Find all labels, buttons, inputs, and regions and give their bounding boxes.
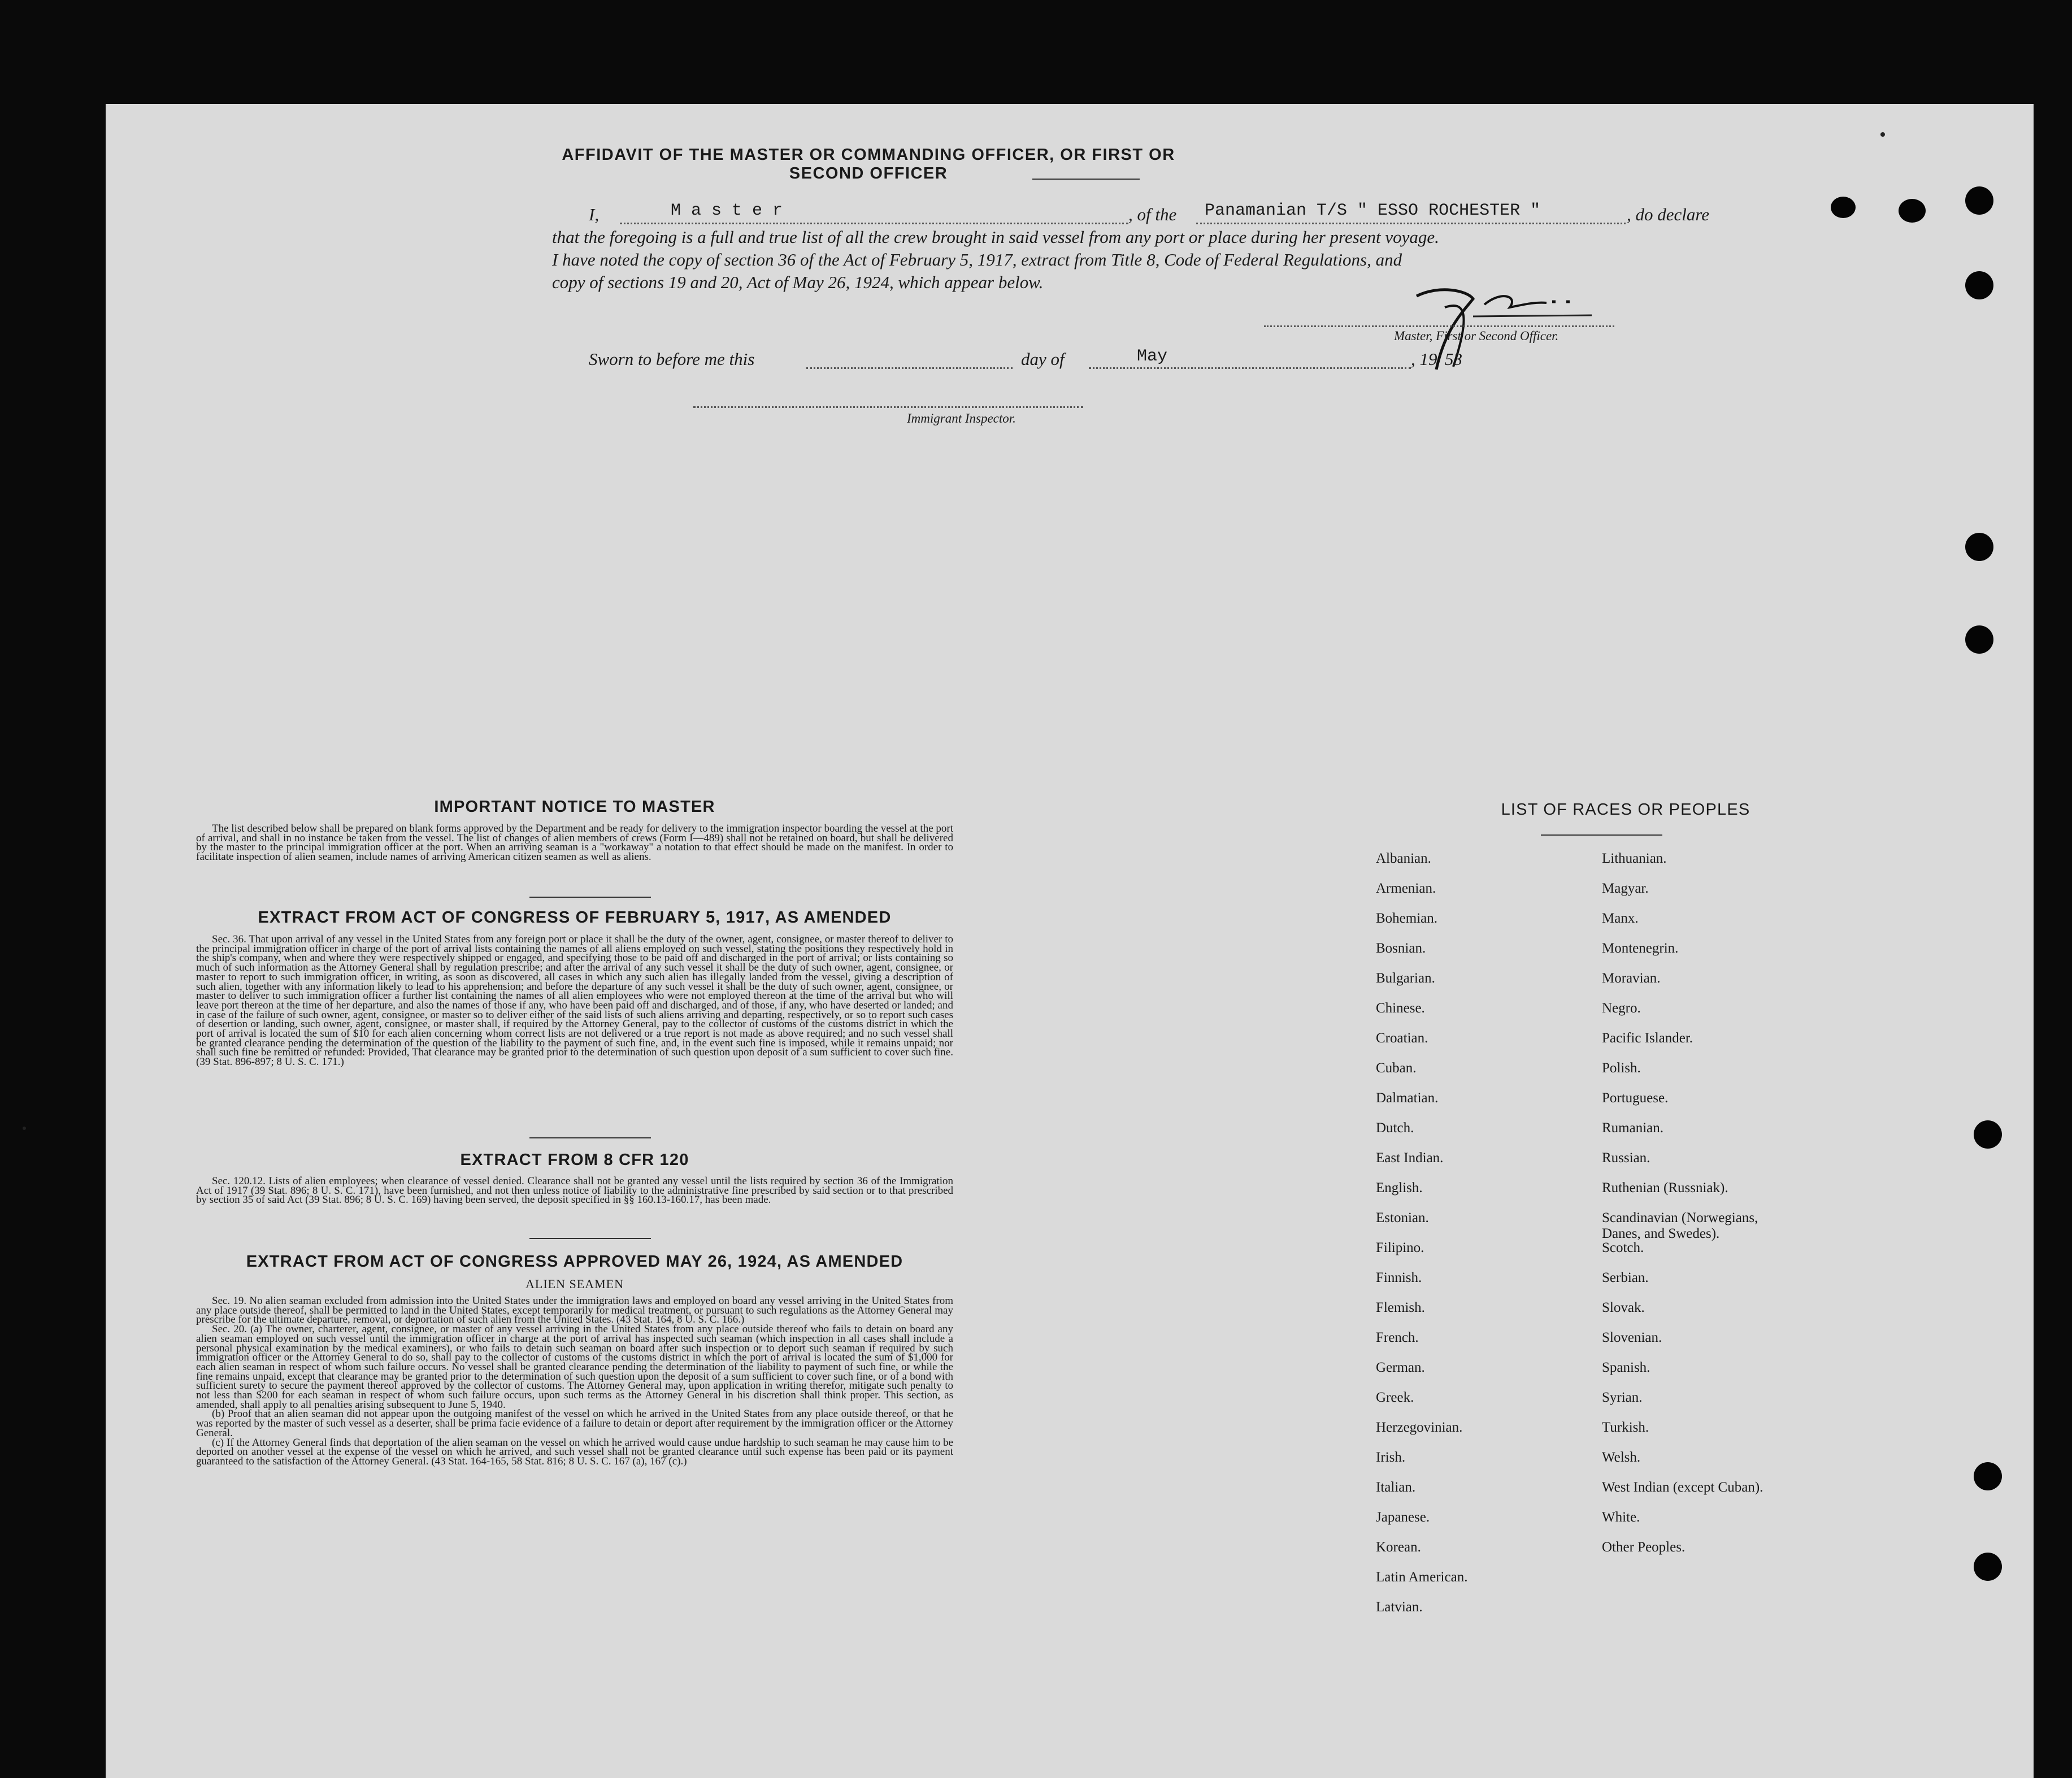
- signature-caption: Master, First or Second Officer.: [1394, 329, 1559, 343]
- race-item: Turkish.: [1602, 1420, 1649, 1435]
- race-item: Russian.: [1602, 1150, 1650, 1166]
- race-item: Slovak.: [1602, 1300, 1645, 1315]
- extract-cfr-text: [196, 1177, 953, 1205]
- binder-hole: [1965, 625, 1993, 654]
- extract-1924-text: [196, 1297, 953, 1467]
- race-item: Greek.: [1376, 1390, 1414, 1405]
- notice-title: IMPORTANT NOTICE TO MASTER: [434, 798, 715, 816]
- binder-hole: [1965, 533, 1993, 561]
- vessel-name: Panamanian T/S " ESSO ROCHESTER ": [1205, 201, 1541, 220]
- race-item: Magyar.: [1602, 881, 1649, 896]
- sworn-day-line: [806, 367, 1013, 369]
- extract-1917-divider: [529, 1137, 651, 1138]
- race-item: Manx.: [1602, 911, 1639, 926]
- binder-hole: [1974, 1553, 2002, 1581]
- title-divider: [1032, 179, 1140, 180]
- race-item: Irish.: [1376, 1450, 1406, 1465]
- extract-cfr-divider: [529, 1238, 651, 1239]
- race-item: French.: [1376, 1330, 1419, 1345]
- day-of-label: day of: [1021, 349, 1065, 369]
- affidavit-title: AFFIDAVIT OF THE MASTER OR COMMANDING OFFICER, OR FIRST OR SECOND OFFICER: [562, 146, 1175, 182]
- document-page: [106, 104, 2034, 1778]
- sworn-label: Sworn to before me this: [589, 349, 755, 369]
- extract-1917-title: EXTRACT FROM ACT OF CONGRESS OF FEBRUARY 5, 1917, AS AMENDED: [258, 908, 892, 927]
- binder-hole-torn: [1899, 199, 1926, 223]
- race-item: Latvian.: [1376, 1599, 1423, 1615]
- officer-name: M a s t e r: [671, 201, 783, 220]
- notice-paragraph: The list described below shall be prepared on blank forms approved by the Department and be ready for delivery to the immigration inspector boarding the vessel at the port of arrival, and shall in no instance be taken from the vessel. The list of changes of alien members of crews (Form I—489) shall not be retained on board, but shall be delivered by the master to the principal immigration officer at the port. When an arriving seaman is a "workaway" a notation to that effect should be made on the manifest. In order to facilitate inspection of alien seamen, include names of arriving American citizen seamen as well as aliens.: [196, 823, 953, 863]
- binder-hole-torn: [1831, 197, 1856, 218]
- binder-hole: [1965, 186, 1993, 215]
- race-item: Syrian.: [1602, 1390, 1643, 1405]
- signature-line: [1264, 325, 1614, 327]
- declare-label: , do declare: [1627, 205, 1710, 224]
- race-item: Slovenian.: [1602, 1330, 1662, 1345]
- extract-1924-title: EXTRACT FROM ACT OF CONGRESS APPROVED MAY 26, 1924, AS AMENDED: [246, 1253, 903, 1271]
- race-item: Dutch.: [1376, 1120, 1414, 1136]
- race-item: West Indian (except Cuban).: [1602, 1480, 1763, 1495]
- race-item: Ruthenian (Russniak).: [1602, 1180, 1728, 1196]
- race-item: Armenian.: [1376, 881, 1436, 896]
- binder-hole: [1974, 1120, 2002, 1149]
- speck: [1880, 132, 1885, 137]
- race-item: Serbian.: [1602, 1270, 1649, 1285]
- officer-name-line: [620, 223, 1128, 224]
- extract-1924-paragraph-2: Sec. 20. (a) The owner, charterer, agent, consignee, or master of any vessel arriving in the United States from any place outside thereof who fails to detain on board any alien seaman employed on such vessel until the immigration officer in charge at the port of arrival has inspected such seaman (which inspection in all cases shall include a personal physical examination by the medical examiners), or who fails to detain such seaman on board after such inspection or to deport such seaman if required by such immigration officer or the Attorney General to do so, shall pay to the collector of customs of the customs district in which the port of arrival is located the sum of $1,000 for each alien seaman in respect of whom such failure occurs. No vessel shall be granted clearance pending the determination of the liability to payment of such fine, or while the fine remains unpaid, except that clearance may be granted prior to the determination of such question upon the deposit of a sum sufficient to cover such fine, or of a bond with sufficient surety to secure the payment thereof approved by the collector of customs. The Attorney General may, upon application in writing therefor, mitigate such penalty to not less than $200 for each seaman in respect of whom such failure occurs, upon such terms as the Attorney General in his discretion shall think proper. This section, as amended, shall apply to all penalties arising subsequent to June 5, 1940.: [196, 1323, 953, 1411]
- race-item: English.: [1376, 1180, 1423, 1196]
- race-item: Moravian.: [1602, 971, 1661, 986]
- race-item: Polish.: [1602, 1060, 1641, 1076]
- speck: [23, 1127, 26, 1130]
- race-item: German.: [1376, 1360, 1425, 1375]
- year-prefix: , 19: [1411, 349, 1437, 369]
- affidavit-line-2: that the foregoing is a full and true list of all the crew brought in said vessel from any port or place during her present voyage.: [552, 227, 1439, 247]
- race-item: Montenegrin.: [1602, 941, 1679, 956]
- affidavit-line-3: I have noted the copy of section 36 of the Act of February 5, 1917, extract from Title 8, Code of Federal Regulations, and: [552, 250, 1402, 269]
- race-item: Pacific Islander.: [1602, 1031, 1693, 1046]
- race-item: Other Peoples.: [1602, 1540, 1686, 1555]
- affidavit-line-4: copy of sections 19 and 20, Act of May 26, 1924, which appear below.: [552, 272, 1044, 292]
- races-title: LIST OF RACES OR PEOPLES: [1501, 801, 1750, 819]
- race-item: Japanese.: [1376, 1510, 1430, 1525]
- race-item: Filipino.: [1376, 1240, 1424, 1255]
- race-item: Herzegovinian.: [1376, 1420, 1463, 1435]
- vessel-name-line: [1196, 223, 1626, 224]
- of-the-label: , of the: [1128, 205, 1177, 224]
- extract-1924-paragraph-3: (b) Proof that an alien seaman did not appear upon the outgoing manifest of the vessel on which he arrived in the United States from any place outside thereof, or that he was reported by the master of such vessel as a deserter, shall be prima facie evidence of a failure to detain or deport after requirement by the immigration officer or the Attorney General.: [196, 1408, 953, 1439]
- race-item: Rumanian.: [1602, 1120, 1664, 1136]
- race-item: Bosnian.: [1376, 941, 1426, 956]
- race-item: Chinese.: [1376, 1001, 1425, 1016]
- sworn-month: May: [1137, 347, 1168, 366]
- inspector-signature-line: [693, 406, 1083, 408]
- binder-hole: [1965, 271, 1993, 299]
- race-item: Scandinavian (Norwegians, Danes, and Swedes).: [1602, 1210, 1758, 1241]
- race-item: Estonian.: [1376, 1210, 1429, 1225]
- race-item: Bulgarian.: [1376, 971, 1435, 986]
- extract-1924-paragraph-4: (c) If the Attorney General finds that deportation of the alien seaman on the vessel on which he arrived would cause undue hardship to such seaman he may cause him to be deported on another vessel at the expense of the vessel on which he arrived, and such vessel shall not be granted clearance until such expense has been paid or its payment guaranteed to the satisfaction of the Attorney General. (43 Stat. 164-165, 58 Stat. 816; 8 U. S. C. 167 (a), 167 (c).): [196, 1436, 953, 1467]
- race-item: Welsh.: [1602, 1450, 1641, 1465]
- race-item: Latin American.: [1376, 1570, 1468, 1585]
- race-item: East Indian.: [1376, 1150, 1444, 1166]
- race-item: Flemish.: [1376, 1300, 1425, 1315]
- inspector-caption: Immigrant Inspector.: [907, 411, 1016, 425]
- race-item: Italian.: [1376, 1480, 1416, 1495]
- race-item: Portuguese.: [1602, 1090, 1669, 1106]
- extract-1917-paragraph: Sec. 36. That upon arrival of any vessel in the United States from any foreign port or place it shall be the duty of the owner, agent, consignee, or master thereof to deliver to the principal immigration officer in charge of the port of arrival lists containing the names of all aliens employed on such vessel, stating the positions they respectively hold in the ship's company, when and where they were respectively shipped or engaged, and specifying those to be paid off and discharged in the port of arrival; or lists containing so much of such information as the Attorney General shall by regulation prescribe; and after the arrival of any such vessel it shall be the duty of such owner, agent, consignee, or master to report to such immigration officer, in writing, as soon as discovered, all cases in which any such alien has illegally landed from the vessel, giving a description of such alien, together with any information likely to lead to his apprehension; and before the departure of any such vessel it shall be the duty of such owner, agent, consignee, or master to deliver to such immigration officer a further list containing the names of all alien employees who were not employed thereon at the time of the arrival but who will leave port thereon at the time of her departure, and also the names of those if any, who have been paid off and discharged, and of those, if any, who have deserted or landed; and in case of the failure of such owner, agent, consignee, or master so to deliver either of the said lists of such aliens arriving and departing, respectively, or so to report such cases of desertion or landing, such owner, agent, consignee, or master shall, if required by the Attorney General, pay to the collector of customs of the customs district in which the port of arrival is located the sum of $10 for each alien concerning whom correct lists are not delivered or a true report is not made as above required; and no such vessel shall be granted clearance pending the determination of the question of the liability to the payment of such fine, and, in the event such fine is imposed, while it remains unpaid; nor shall such fine be remitted or refunded: Provided, That clearance may be granted prior to the determination of such question upon deposit of a sum sufficient to cover such fine. (39 Stat. 896-897; 8 U. S. C. 171.): [196, 933, 953, 1068]
- extract-1917-text: [196, 935, 953, 1067]
- extract-cfr-title: EXTRACT FROM 8 CFR 120: [460, 1151, 689, 1169]
- race-item: Lithuanian.: [1602, 851, 1667, 866]
- sworn-year: 53: [1445, 349, 1462, 369]
- race-item: Scotch.: [1602, 1240, 1644, 1255]
- race-item: Korean.: [1376, 1540, 1421, 1555]
- sworn-month-line: [1089, 367, 1411, 369]
- extract-cfr-paragraph: Sec. 120.12. Lists of alien employees; when clearance of vessel denied. Clearance shall not be granted any vessel until the lists required by section 36 of the Immigration Act of 1917 (39 Stat. 896; 8 U. S. C. 171), have been furnished, and not then unless notice of liability to the administrative fine prescribed by said section or to that prescribed by section 35 of said Act (39 Stat. 896; 8 U. S. C. 169) having been served, the deposit specified in §§ 160.13-160.17, has been made.: [196, 1175, 953, 1206]
- race-item: Albanian.: [1376, 851, 1431, 866]
- i-label: I,: [589, 205, 600, 224]
- race-item: White.: [1602, 1510, 1640, 1525]
- race-item: Croatian.: [1376, 1031, 1428, 1046]
- extract-1924-subtitle: ALIEN SEAMEN: [525, 1277, 624, 1291]
- race-item: Cuban.: [1376, 1060, 1417, 1076]
- race-item: Spanish.: [1602, 1360, 1650, 1375]
- race-item: Dalmatian.: [1376, 1090, 1439, 1106]
- notice-divider: [529, 897, 651, 898]
- race-item: Finnish.: [1376, 1270, 1422, 1285]
- extract-1924-paragraph-1: Sec. 19. No alien seaman excluded from admission into the United States under the immigration laws and employed on board any vessel arriving in the United States from any place outside thereof, shall be permitted to land in the United States, except temporarily for medical treatment, or pursuant to such regulations as the Attorney General may prescribe for the ultimate departure, removal, or deportation of such alien from the United States. (43 Stat. 164, 8 U. S. C. 166.): [196, 1295, 953, 1326]
- race-item: Negro.: [1602, 1001, 1641, 1016]
- binder-hole: [1974, 1462, 2002, 1490]
- races-divider: [1541, 834, 1662, 836]
- notice-text: [196, 824, 953, 862]
- race-item: Bohemian.: [1376, 911, 1438, 926]
